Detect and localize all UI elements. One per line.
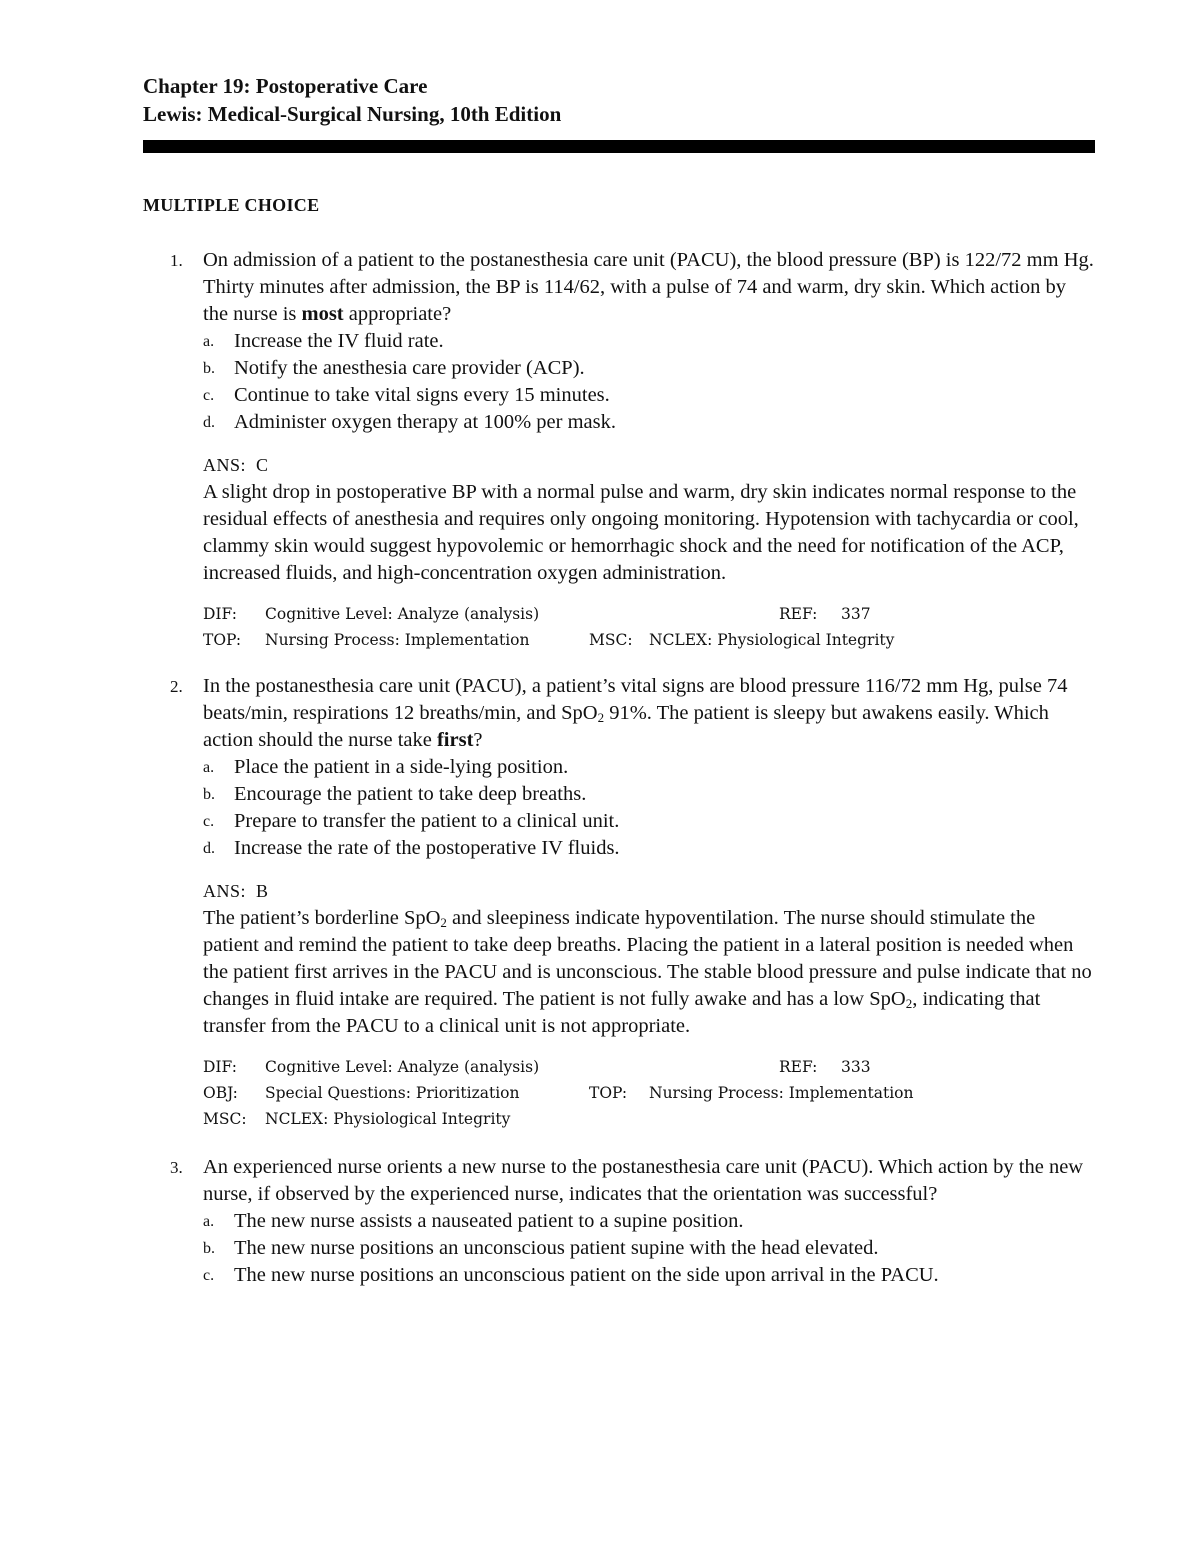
question-2 bbox=[143, 673, 1095, 1132]
stem-text-end: ? bbox=[473, 729, 483, 751]
option-text: Administer oxygen therapy at 100% per mask. bbox=[234, 411, 617, 433]
subscript: 2 bbox=[905, 996, 913, 1011]
option-text: Notify the anesthesia care provider (ACP). bbox=[234, 357, 585, 379]
stem-text: In the postanesthesia care unit (PACU), a patient’s vital signs are blood pressure 116/72 mm Hg, pulse 74 beats/min, respirations 12 breaths/min, and SpO bbox=[203, 675, 1068, 724]
question-stem: An experienced nurse orients a new nurse to the postanesthesia care unit (PACU). Which action by the new nurse, if observed by the experienced nurse, indicates that the orientation was successful? bbox=[203, 1156, 1084, 1205]
rationale-text-cont: and sleepiness indicate hypoventilation. The nurse should stimulate the patient and remind the patient to take deep breaths. Placing the patient in a lateral position is needed when the patient first arrives in the PACU and is unconscious. The stable blood pressure and pulse indicate that no changes in fluid intake are required. The patient is not fully awake and has a low SpO bbox=[203, 907, 1092, 1010]
option-a bbox=[203, 1208, 1095, 1235]
section-heading: MULTIPLE CHOICE bbox=[143, 195, 320, 215]
question-number: 1. bbox=[170, 251, 183, 270]
question-3 bbox=[143, 1154, 1095, 1289]
stem-text: On admission of a patient to the postanesthesia care unit (PACU), the blood pressure (BP) is 122/72 mm Hg. Thirty minutes after admission, the BP is 114/62, with a pulse of 74 and warm, dry skin. Which action by the nurse is bbox=[203, 249, 1094, 325]
option-letter: a. bbox=[203, 333, 215, 350]
chapter-title: Chapter 19: Postoperative Care bbox=[143, 74, 428, 98]
answer-label: ANS: bbox=[203, 455, 247, 475]
msc-value: NCLEX: Physiological Integrity bbox=[649, 631, 895, 649]
answer-value: B bbox=[256, 881, 269, 901]
question-stem bbox=[203, 247, 1095, 328]
answer-options bbox=[203, 328, 1095, 436]
answer-options bbox=[203, 754, 1095, 862]
answer-options bbox=[203, 1208, 1095, 1289]
rationale-text: The patient’s borderline SpO bbox=[203, 907, 441, 929]
obj-value: Special Questions: Prioritization bbox=[265, 1084, 520, 1102]
option-c bbox=[203, 808, 1095, 835]
option-d bbox=[203, 835, 1095, 862]
option-text: Encourage the patient to take deep breaths. bbox=[234, 783, 587, 805]
stem-text-cont: 91%. The patient is sleepy but awakens easily. Which action should the nurse take bbox=[203, 702, 1049, 751]
option-letter: a. bbox=[203, 1213, 215, 1230]
option-b bbox=[203, 781, 1095, 808]
answer-label: ANS: bbox=[203, 881, 247, 901]
option-letter: c. bbox=[203, 1267, 215, 1284]
ref-value: 337 bbox=[841, 605, 871, 623]
option-text: Continue to take vital signs every 15 minutes. bbox=[234, 384, 610, 406]
option-text: Prepare to transfer the patient to a clinical unit. bbox=[234, 810, 620, 832]
option-text: Increase the rate of the postoperative IV fluids. bbox=[234, 837, 620, 859]
dif-label: DIF: bbox=[203, 1058, 237, 1076]
option-letter: c. bbox=[203, 387, 215, 404]
rationale bbox=[203, 905, 1095, 1040]
top-value: Nursing Process: Implementation bbox=[649, 1084, 914, 1102]
option-letter: d. bbox=[203, 414, 215, 431]
option-text: The new nurse positions an unconscious patient on the side upon arrival in the PACU. bbox=[234, 1264, 939, 1286]
option-b bbox=[203, 1235, 1095, 1262]
option-text: The new nurse positions an unconscious patient supine with the head elevated. bbox=[234, 1237, 879, 1259]
option-b bbox=[203, 355, 1095, 382]
top-label: TOP: bbox=[203, 631, 242, 649]
option-a bbox=[203, 328, 1095, 355]
question-number: 3. bbox=[170, 1158, 183, 1177]
option-letter: d. bbox=[203, 840, 215, 857]
header-rule bbox=[143, 140, 1095, 153]
subscript: 2 bbox=[440, 915, 447, 930]
option-c bbox=[203, 382, 1095, 409]
ref-label: REF: bbox=[779, 605, 818, 623]
question-metadata bbox=[203, 1054, 1095, 1132]
obj-label: OBJ: bbox=[203, 1084, 238, 1102]
option-letter: b. bbox=[203, 786, 215, 803]
option-letter: a. bbox=[203, 759, 215, 776]
top-value: Nursing Process: Implementation bbox=[265, 631, 530, 649]
option-text: Place the patient in a side-lying position. bbox=[234, 756, 569, 778]
msc-label: MSC: bbox=[589, 631, 633, 649]
option-letter: b. bbox=[203, 1240, 215, 1257]
option-c bbox=[203, 1262, 1095, 1289]
msc-label: MSC: bbox=[203, 1110, 247, 1128]
subscript: 2 bbox=[597, 710, 605, 725]
rationale: A slight drop in postoperative BP with a normal pulse and warm, dry skin indicates normal response to the residual effects of anesthesia and requires only ongoing monitoring. Hypotension with tachycardia or cool, clammy skin would suggest hypovolemic or hemorrhagic shock and the need for notification of the ACP, increased fluids, and high-concentration oxygen administration. bbox=[203, 481, 1079, 584]
msc-value: NCLEX: Physiological Integrity bbox=[265, 1110, 511, 1128]
rationale-text-end: , indicating that transfer from the PACU to a clinical unit is not appropriate. bbox=[203, 988, 1041, 1037]
question-number: 2. bbox=[170, 677, 183, 696]
option-text: Increase the IV fluid rate. bbox=[234, 330, 444, 352]
stem-emphasis: most bbox=[301, 303, 344, 325]
question-stem bbox=[203, 673, 1095, 754]
dif-label: DIF: bbox=[203, 605, 237, 623]
dif-value: Cognitive Level: Analyze (analysis) bbox=[265, 605, 540, 623]
option-a bbox=[203, 754, 1095, 781]
ref-label: REF: bbox=[779, 1058, 818, 1076]
stem-emphasis: first bbox=[436, 729, 474, 751]
question-1 bbox=[143, 247, 1095, 653]
answer-value: C bbox=[256, 455, 269, 475]
answer-line bbox=[203, 452, 1095, 479]
book-title: Lewis: Medical-Surgical Nursing, 10th Edition bbox=[143, 102, 562, 126]
option-text: The new nurse assists a nauseated patient to a supine position. bbox=[234, 1210, 744, 1232]
document-page bbox=[143, 72, 1095, 1289]
stem-text-end: appropriate? bbox=[343, 303, 452, 325]
option-letter: c. bbox=[203, 813, 215, 830]
dif-value: Cognitive Level: Analyze (analysis) bbox=[265, 1058, 540, 1076]
answer-line bbox=[203, 878, 1095, 905]
ref-value: 333 bbox=[841, 1058, 871, 1076]
option-letter: b. bbox=[203, 360, 215, 377]
option-d bbox=[203, 409, 1095, 436]
top-label: TOP: bbox=[589, 1084, 628, 1102]
question-metadata bbox=[203, 601, 1095, 653]
